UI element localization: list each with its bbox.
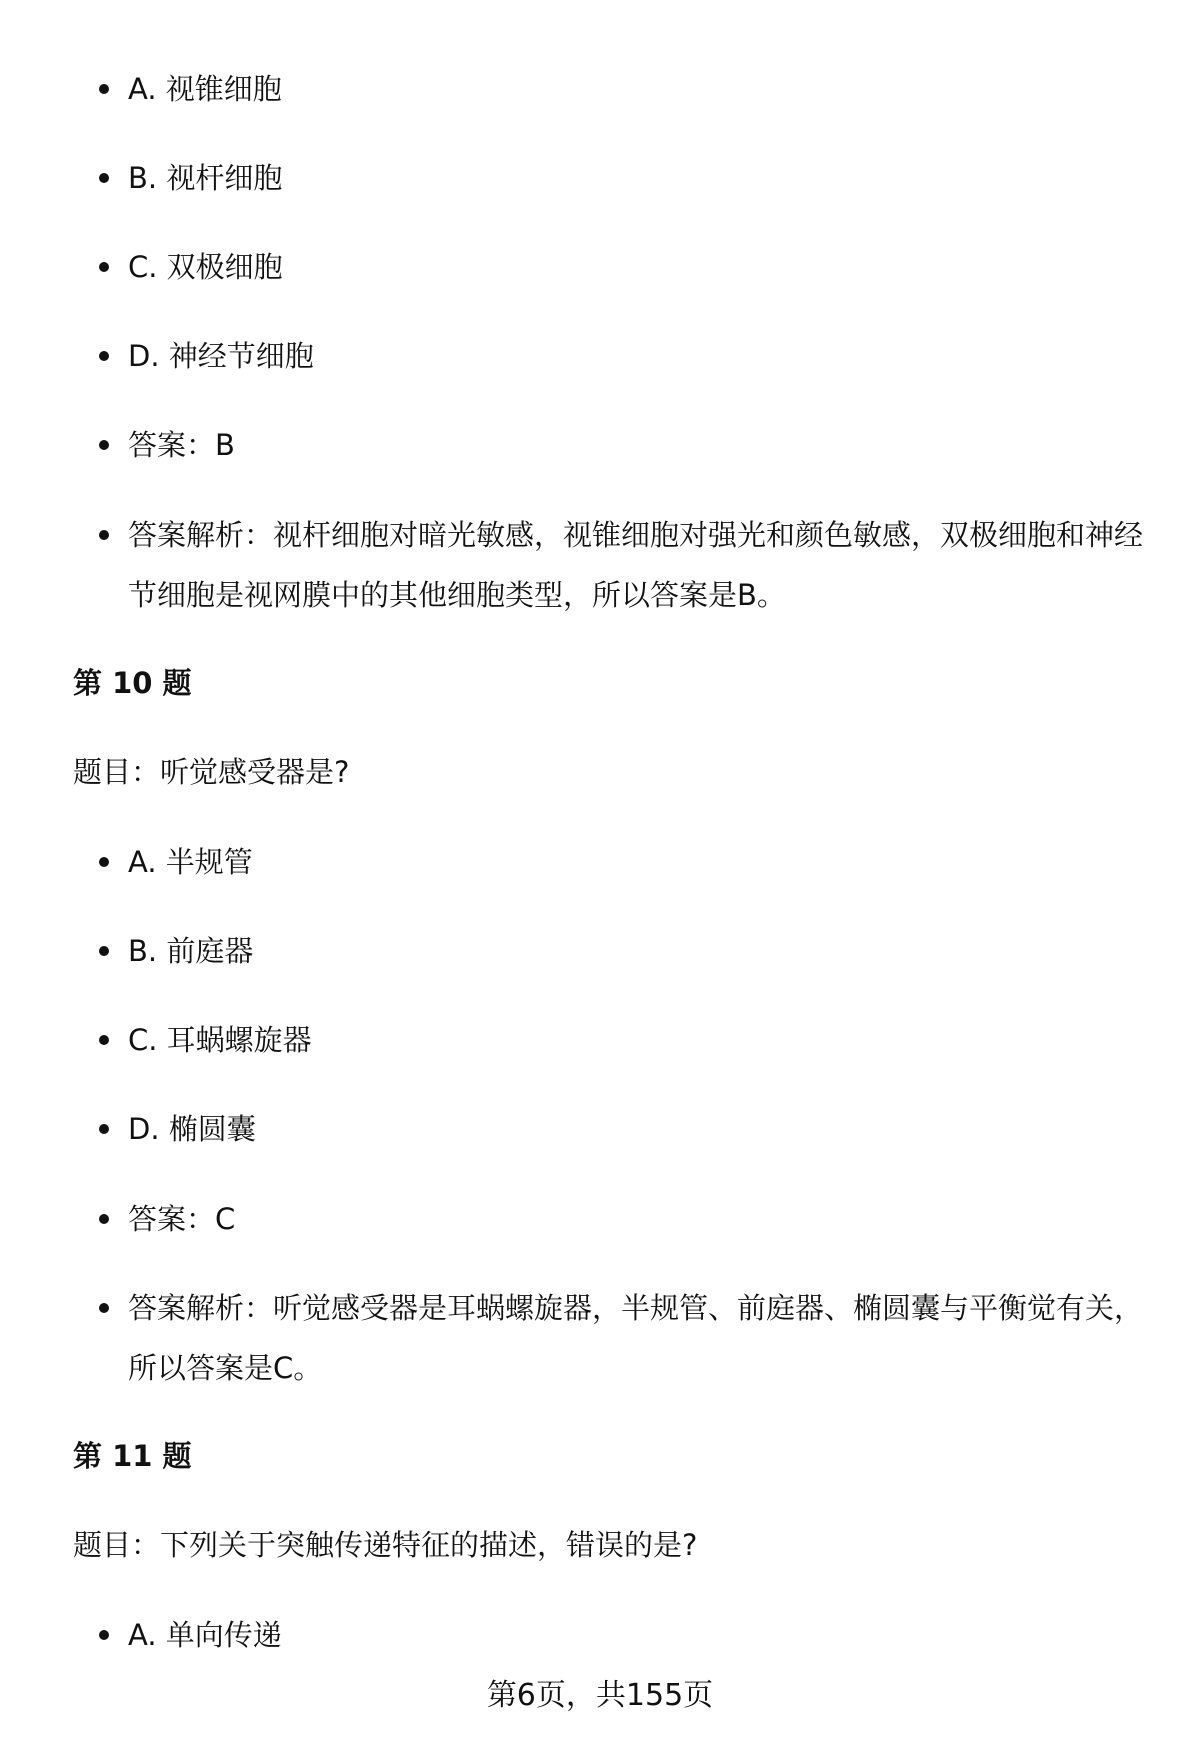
- q11-question: 题目：下列关于突触传递特征的描述，错误的是?: [73, 1528, 698, 1562]
- q10-question: 题目：听觉感受器是?: [73, 755, 350, 789]
- q11-heading: 第 11 题: [73, 1439, 192, 1473]
- q9-option-a: A. 视锥细胞: [128, 59, 1143, 119]
- q10-answer: 答案：C: [128, 1189, 1143, 1249]
- q9-answer: 答案：B: [128, 415, 1143, 475]
- page-indicator: 第6页，共155页: [486, 1678, 714, 1713]
- q10-option-a: A. 半规管: [128, 832, 1143, 892]
- q9-explanation: 答案解析：视杆细胞对暗光敏感，视锥细胞对强光和颜色敏感，双极细胞和神经节细胞是视网膜中的其他细胞类型，所以答案是B。: [128, 505, 1143, 625]
- q9-option-d: D. 神经节细胞: [128, 326, 1143, 386]
- q10-option-d: D. 椭圆囊: [128, 1099, 1143, 1159]
- q9-option-c: C. 双极细胞: [128, 237, 1143, 297]
- q10-option-c: C. 耳蜗螺旋器: [128, 1010, 1143, 1070]
- q10-option-b: B. 前庭器: [128, 921, 1143, 981]
- q10-heading: 第 10 题: [73, 666, 192, 700]
- q10-explanation: 答案解析：听觉感受器是耳蜗螺旋器，半规管、前庭器、椭圆囊与平衡觉有关，所以答案是C。: [128, 1278, 1143, 1398]
- q9-option-b: B. 视杆细胞: [128, 148, 1143, 208]
- q11-option-a: A. 单向传递: [128, 1605, 1143, 1665]
